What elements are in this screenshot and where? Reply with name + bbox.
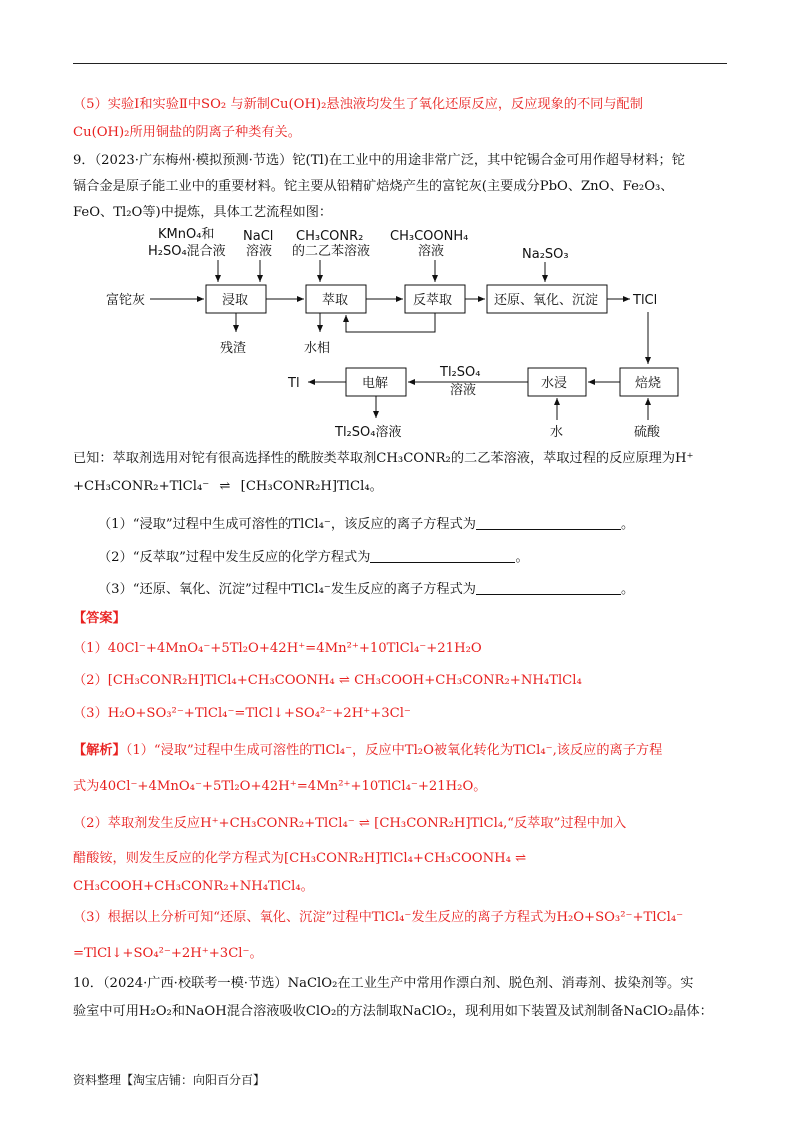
input-na2so3-label: Na₂SO₃ [522,247,569,262]
process-flowchart [100,222,700,444]
question-10-line-1: 10．（2024·广西·校联考一模·节选）NaClO₂在工业生产中常用作漂白剂、脱色剂、消毒剂、拔染剂等。实 [73,976,694,991]
input-extractant-label-1: CH₃CONR₂ [296,229,364,244]
subquestion-2-text: （2）“反萃取”过程中发生反应的化学方程式为 [98,550,371,565]
mid-tl2so4-label-2: 溶液 [450,383,477,398]
known-equation-left: +CH₃CONR₂+TlCl₄⁻ [73,479,210,494]
subquestion-3-text: （3）“还原、氧化、沉淀”过程中TlCl₄⁻发生反应的离子方程式为 [98,582,476,597]
input-water-label: 水 [550,425,564,440]
subquestion-1-end: 。 [620,517,635,532]
prev-answer-line-2: Cu(OH)₂所用铜盐的阴离子种类有关。 [73,125,301,140]
subquestion-2-end: 。 [515,550,529,565]
analysis-para-1-text: （1）“浸取”过程中生成可溶性的TlCl₄⁻，反应中Tl₂O被氧化转化为TlCl₄⁻,该反应的离子方程 [125,743,663,758]
box-water-leach-label: 水浸 [541,376,568,391]
subquestion-1-text: （1）“浸取”过程中生成可溶性的TlCl₄⁻，该反应的离子方程式为 [98,517,476,532]
answer-heading: 【答案】 [73,611,126,626]
subquestion-3-end: 。 [620,582,635,597]
start-material-label: 富铊灰 [106,293,146,308]
known-line-2 [73,478,740,496]
output-tl2so4-solution-label: Tl₂SO₄溶液 [335,425,402,440]
subquestion-2 [98,548,740,567]
box-roast-label: 焙烧 [635,376,662,391]
input-nacl-label-2: 溶液 [246,244,273,259]
answer-1: （1）40Cl⁻+4MnO₄⁻+5Tl₂O+42H⁺=4Mn²⁺+10TlCl₄⁻+21H₂O [73,641,482,656]
prev-answer-line-1: （5）实验Ⅰ和实验Ⅱ中SO₂ 与新制Cu(OH)₂悬浊液均发生了氧化还原反应，反应现象的不同与配制 [73,97,643,112]
analysis-heading: 【解析】 [73,743,126,758]
arrow-recycle-loop [346,313,435,332]
question-10-line-2: 验室中可用H₂O₂和NaOH混合溶液吸收ClO₂的方法制取NaClO₂，现利用如下装置及试剂制备NaClO₂晶体： [73,1004,713,1019]
box-redox-label: 还原、氧化、沉淀 [494,293,599,308]
question-9-line-1: 9．（2023·广东梅州·模拟预测·节选）铊(Tl)在工业中的用途非常广泛，其中铊锡合金可用作超导材料；铊 [73,153,685,168]
analysis-para-1-line-2: 式为40Cl⁻+4MnO₄⁻+5Tl₂O+42H⁺=4Mn²⁺+10TlCl₄⁻+21H₂O。 [73,779,487,794]
input-kmno4-label-2: H₂SO₄混合液 [148,244,226,259]
subquestion-3 [98,580,740,599]
question-9-line-2: 镉合金是原子能工业中的重要材料。铊主要从铅精矿焙烧产生的富铊灰(主要成分PbO、ZnO、Fe₂O₃、 [73,179,674,194]
header-rule [73,63,727,64]
input-ammonium-acetate-label-2: 溶液 [418,244,445,259]
input-kmno4-label-1: KMnO₄和 [158,227,215,242]
answer-blank-3[interactable] [476,580,621,595]
input-extractant-label-2: 的二乙苯溶液 [292,244,371,259]
equilibrium-arrow-icon: ⇌ [219,479,231,494]
subquestion-1 [98,515,740,534]
product-tl-label: Tl [288,376,300,391]
analysis-para-3-line-1: （3）根据以上分析可知“还原、氧化、沉淀”过程中TlCl₄⁻发生反应的离子方程式为H₂O+SO₃²⁻+TlCl₄⁻ [73,910,684,925]
output-residue-label: 残渣 [220,341,247,356]
known-equation-right: [CH₃CONR₂H]TlCl₄。 [240,479,383,494]
answer-blank-1[interactable] [476,515,621,530]
mid-tl2so4-label-1: Tl₂SO₄ [440,365,481,380]
input-acid-label: 硫酸 [634,425,661,440]
answer-3: （3）H₂O+SO₃²⁻+TlCl₄⁻=TlCl↓+SO₄²⁻+2H⁺+3Cl⁻ [73,706,411,721]
product-tlcl-label: TlCl [633,293,658,308]
box-electrolysis-label: 电解 [362,376,389,391]
input-nacl-label-1: NaCl [243,229,274,244]
input-ammonium-acetate-label-1: CH₃COONH₄ [390,229,469,244]
analysis-para-3-line-2: =TlCl↓+SO₄²⁻+2H⁺+3Cl⁻。 [73,946,263,961]
answer-blank-2[interactable] [370,548,515,563]
analysis-para-1-line-1 [73,742,740,760]
box-leach-label: 浸取 [222,293,249,308]
known-line-1: 已知：萃取剂选用对铊有很高选择性的酰胺类萃取剂CH₃CONR₂的二乙苯溶液，萃取过程的反应原理为H⁺ [73,451,694,466]
box-extract-label: 萃取 [322,293,349,308]
question-9-line-3: FeO、Tl₂O等)中提炼，具体工艺流程如图： [73,205,333,220]
box-back-extract-label: 反萃取 [413,293,453,308]
answer-2: （2）[CH₃CONR₂H]TlCl₄+CH₃COONH₄ ⇌ CH₃COOH+CH₃CONR₂+NH₄TlCl₄ [73,673,582,688]
output-aqueous-label: 水相 [304,341,331,356]
analysis-para-2-line-2: 醋酸铵，则发生反应的化学方程式为[CH₃CONR₂H]TlCl₄+CH₃COONH₄ ⇌ [73,851,527,866]
footer-source: 资料整理【淘宝店铺：向阳百分百】 [73,1073,266,1087]
analysis-para-2-line-1: （2）萃取剂发生反应H⁺+CH₃CONR₂+TlCl₄⁻ ⇌ [CH₃CONR₂H]TlCl₄,“反萃取”过程中加入 [73,816,627,831]
analysis-para-2-line-3: CH₃COOH+CH₃CONR₂+NH₄TlCl₄。 [73,879,314,894]
